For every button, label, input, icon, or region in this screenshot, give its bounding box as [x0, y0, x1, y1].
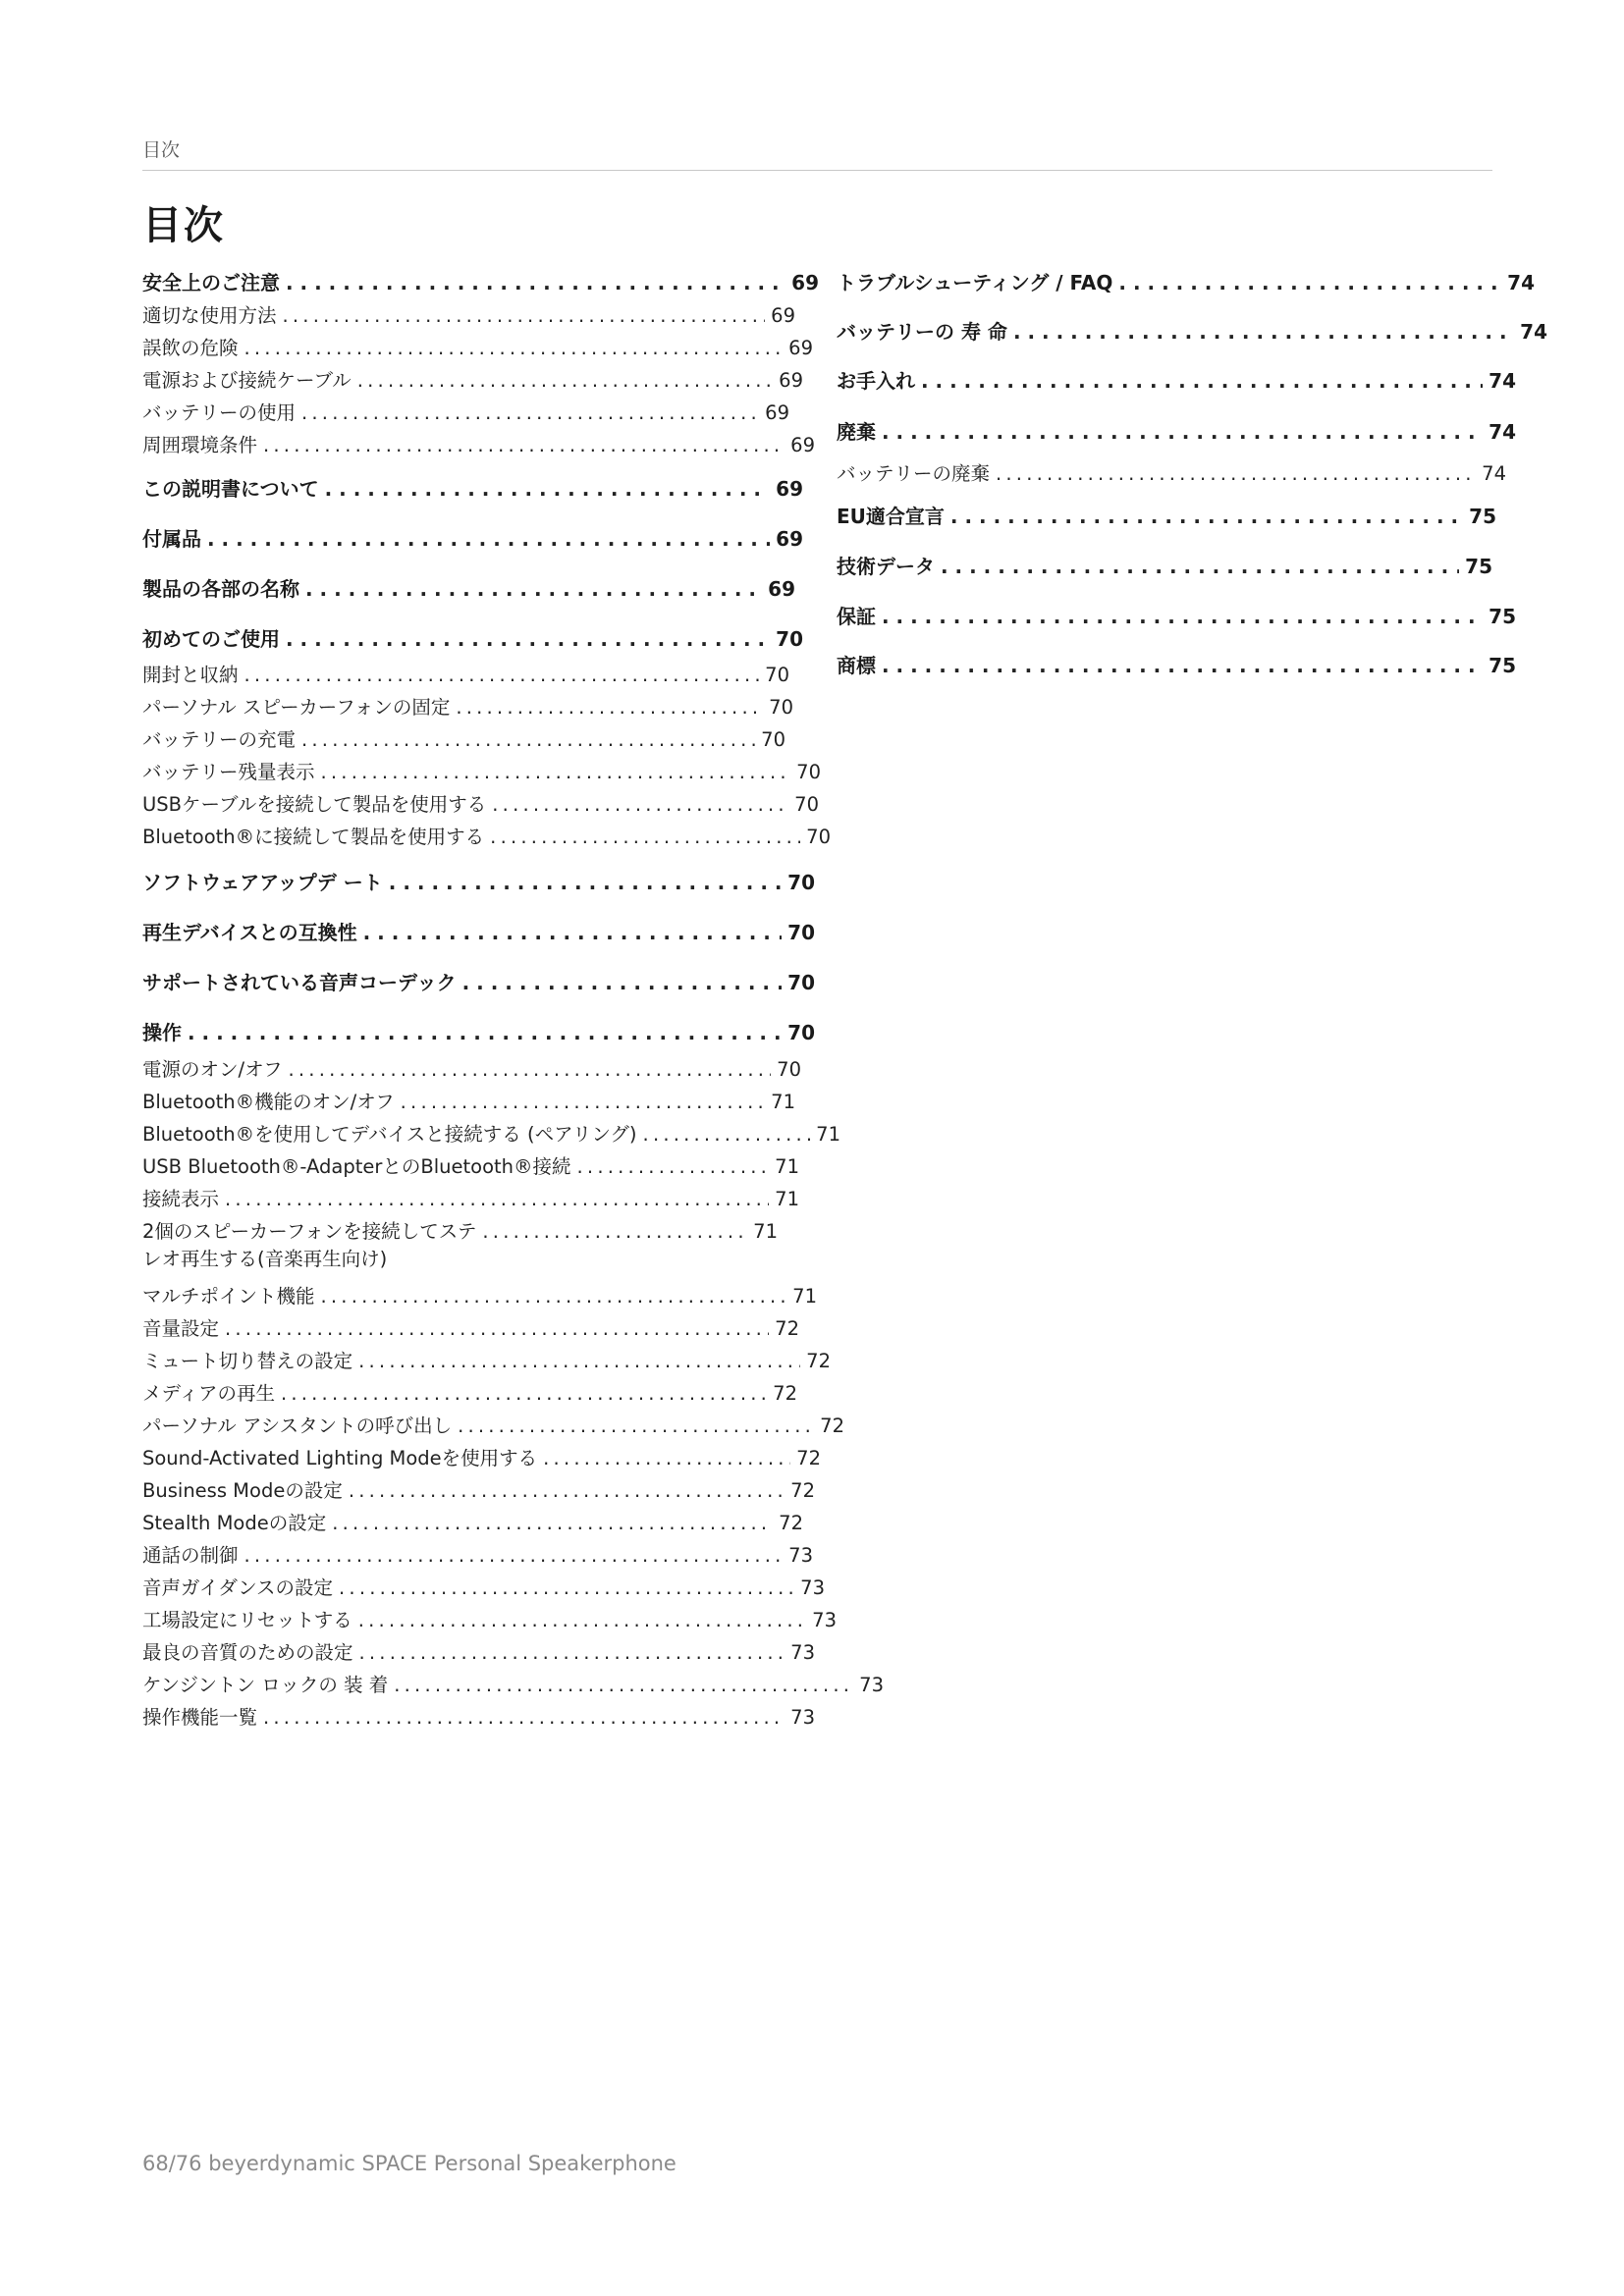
- dot-leader: [188, 1021, 782, 1044]
- dot-leader: [321, 1285, 787, 1308]
- toc-section-entry[interactable]: [837, 267, 1535, 295]
- dot-leader: [389, 871, 782, 894]
- toc-page-number: 70: [765, 664, 789, 686]
- dot-leader: [492, 793, 788, 816]
- toc-subsection-entry[interactable]: [142, 398, 789, 425]
- toc-subsection-entry[interactable]: [142, 300, 795, 328]
- dot-leader: [577, 1155, 770, 1178]
- toc-entry-label: Bluetooth®に接続して製品を使用する: [142, 826, 485, 848]
- page-footer: 68/76 beyerdynamic SPACE Personal Speakerphone: [142, 2152, 677, 2175]
- toc-entry-label: ミュート切り替えの設定: [142, 1350, 353, 1372]
- toc-entry-label: 付属品: [142, 527, 201, 551]
- dot-leader: [225, 1317, 769, 1340]
- dot-leader: [286, 627, 770, 651]
- dot-leader: [358, 1609, 806, 1631]
- toc-page-number: 75: [1489, 654, 1516, 677]
- toc-page-number: 72: [790, 1479, 815, 1502]
- dot-leader: [363, 921, 783, 944]
- toc-entry-label: お手入れ: [837, 369, 915, 393]
- toc-entry-label: バッテリーの充電: [142, 728, 297, 751]
- toc-page-number: 73: [788, 1544, 813, 1567]
- running-head: 目次: [142, 139, 181, 161]
- toc-entry-label: 接続表示: [142, 1188, 220, 1210]
- toc-entry-label: 技術データ: [837, 555, 935, 578]
- toc-entry-label: 適切な使用方法: [142, 304, 277, 327]
- toc-subsection-entry[interactable]: [142, 1151, 799, 1179]
- toc-page-number: 75: [1469, 505, 1496, 528]
- toc-section-entry[interactable]: [142, 867, 815, 895]
- toc-section-entry[interactable]: [142, 573, 795, 602]
- toc-entry-label: ソフトウェアアップデ ート: [142, 871, 383, 894]
- toc-entry-label: この説明書について: [142, 477, 319, 501]
- toc-entry-label: バッテリー残量表示: [142, 761, 315, 783]
- toc-page-number: 70: [806, 826, 831, 848]
- dot-leader: [458, 1415, 814, 1437]
- toc-entry-label: EU適合宣言: [837, 505, 945, 528]
- dot-leader: [359, 1641, 785, 1664]
- toc-subsection-entry[interactable]: [142, 1378, 797, 1406]
- dot-leader: [490, 826, 800, 848]
- toc-entry-label: パーソナル アシスタントの呼び出し: [142, 1415, 453, 1437]
- toc-page-number: 73: [790, 1641, 815, 1664]
- toc-entry-label: 工場設定にリセットする: [142, 1609, 352, 1631]
- dot-leader: [244, 337, 784, 359]
- toc-entry-label: バッテリーの廃棄: [837, 462, 991, 485]
- toc-entry-label: トラブルシューティング / FAQ: [837, 271, 1113, 294]
- toc-section-entry[interactable]: [142, 473, 803, 502]
- toc-page-number: 71: [816, 1123, 840, 1146]
- toc-subsection-entry[interactable]: [142, 1573, 825, 1600]
- toc-section-entry[interactable]: [142, 967, 815, 995]
- toc-page-number: 70: [776, 627, 803, 651]
- toc-subsection-entry[interactable]: [142, 1443, 821, 1470]
- dot-leader: [207, 527, 770, 551]
- toc-entry-label: 商標: [837, 654, 876, 677]
- toc-subsection-entry[interactable]: [142, 692, 793, 720]
- toc-entry-label: Bluetooth®機能のオン/オフ: [142, 1091, 395, 1113]
- toc-page-number: 70: [794, 793, 819, 816]
- toc-entry-label: 再生デバイスとの互換性: [142, 921, 357, 944]
- toc-entry-label: サポートされている音声コーデック: [142, 971, 457, 994]
- toc-section-entry[interactable]: [837, 601, 1516, 629]
- toc-subsection-entry[interactable]: [142, 1184, 799, 1211]
- toc-entry-label: 電源および接続ケーブル: [142, 369, 352, 392]
- dot-leader: [325, 477, 771, 501]
- toc-entry-label: バッテリーの 寿 命: [837, 320, 1007, 344]
- toc-page-number: 69: [788, 337, 813, 359]
- toc-subsection-entry[interactable]: [142, 333, 813, 360]
- toc-entry-label: 初めてのご使用: [142, 627, 280, 651]
- toc-subsection-entry[interactable]: [142, 1637, 815, 1665]
- toc-entry-label-line2: レオ再生する(音楽再生向け): [142, 1248, 388, 1270]
- toc-section-entry[interactable]: [837, 551, 1492, 579]
- dot-leader: [321, 761, 791, 783]
- toc-subsection-entry[interactable]: [142, 430, 815, 457]
- dot-leader: [305, 577, 762, 601]
- toc-page-number: 70: [761, 728, 785, 751]
- toc-subsection-entry[interactable]: [142, 660, 789, 687]
- toc-page-number: 69: [790, 434, 815, 456]
- toc-page-number: 69: [771, 304, 795, 327]
- dot-leader: [950, 505, 1463, 528]
- dot-leader: [401, 1091, 766, 1113]
- toc-section-entry[interactable]: [142, 623, 803, 652]
- toc-entry-label: 通話の制御: [142, 1544, 239, 1567]
- toc-page-number: 70: [769, 696, 793, 719]
- toc-entry-label-line1: 2個のスピーカーフォンを接続してステ: [142, 1220, 477, 1243]
- toc-page-number: 74: [1520, 320, 1547, 344]
- toc-page-number: 69: [776, 527, 803, 551]
- dot-leader: [289, 1058, 772, 1081]
- toc-entry-label: USB Bluetooth®-AdapterとのBluetooth®接続: [142, 1155, 571, 1178]
- dot-leader: [394, 1674, 853, 1696]
- toc-section-entry[interactable]: [837, 501, 1496, 529]
- dot-leader: [882, 605, 1483, 628]
- toc-subsection-entry[interactable]: [142, 1119, 840, 1147]
- toc-entry-label: Business Modeの設定: [142, 1479, 343, 1502]
- toc-section-entry[interactable]: [142, 267, 819, 295]
- toc-subsection-entry[interactable]: [142, 1346, 831, 1373]
- dot-leader: [643, 1123, 811, 1146]
- toc-subsection-entry[interactable]: [142, 789, 819, 817]
- dot-leader: [1013, 320, 1514, 344]
- toc-subsection-entry[interactable]: [142, 1087, 795, 1114]
- dot-leader: [1118, 271, 1501, 294]
- toc-subsection-entry[interactable]: [142, 1313, 799, 1341]
- dot-leader: [225, 1188, 769, 1210]
- toc-subsection-entry[interactable]: [142, 365, 803, 393]
- toc-page-number: 69: [776, 477, 803, 501]
- toc-section-entry[interactable]: [837, 316, 1547, 345]
- toc-entry-label: USBケーブルを接続して製品を使用する: [142, 793, 487, 816]
- toc-page-number: 72: [779, 1512, 803, 1534]
- toc-section-entry[interactable]: [837, 650, 1516, 678]
- toc-subsection-entry[interactable]: [142, 1281, 817, 1308]
- toc-entry-label: パーソナル スピーカーフォンの固定: [142, 696, 451, 719]
- toc-page-number: 73: [800, 1576, 825, 1599]
- toc-entry-label: 開封と収納: [142, 664, 239, 686]
- toc-page-number: 70: [777, 1058, 801, 1081]
- dot-leader: [332, 1512, 773, 1534]
- toc-subsection-entry[interactable]: [142, 1216, 778, 1271]
- toc-page-number: 71: [753, 1220, 778, 1243]
- dot-leader: [456, 696, 763, 719]
- toc-subsection-entry[interactable]: [142, 724, 785, 752]
- toc-entry-label: Bluetooth®を使用してデバイスと接続する (ペアリング): [142, 1123, 637, 1146]
- toc-entry-label: 保証: [837, 605, 876, 628]
- dot-leader: [263, 434, 785, 456]
- toc-entry-label: 音声ガイダンスの設定: [142, 1576, 334, 1599]
- toc-entry-label: バッテリーの使用: [142, 401, 297, 424]
- toc-page-number: 72: [806, 1350, 831, 1372]
- dot-leader: [244, 1544, 784, 1567]
- toc-subsection-entry[interactable]: [142, 1702, 815, 1730]
- toc-entry-label: 製品の各部の名称: [142, 577, 299, 601]
- toc-entry-label: ケンジントン ロックの 装 着: [142, 1674, 389, 1696]
- toc-page-number: 72: [773, 1382, 797, 1405]
- toc-entry-label: [142, 1216, 476, 1271]
- toc-subsection-entry[interactable]: [142, 757, 821, 784]
- toc-subsection-entry[interactable]: [837, 458, 1506, 486]
- toc-entry-label: 音量設定: [142, 1317, 220, 1340]
- toc-page-number: 75: [1465, 555, 1492, 578]
- toc-page-number: 71: [771, 1091, 795, 1113]
- toc-page-number: 69: [765, 401, 789, 424]
- toc-page-number: 74: [1482, 462, 1506, 485]
- toc-page-number: 70: [787, 971, 815, 994]
- dot-leader: [357, 369, 773, 392]
- toc-entry-label: Stealth Modeの設定: [142, 1512, 327, 1534]
- toc-page-number: 70: [787, 921, 815, 944]
- dot-leader: [286, 271, 785, 294]
- toc-page-number: 69: [779, 369, 803, 392]
- toc-entry-label: 安全上のご注意: [142, 271, 280, 294]
- toc-subsection-entry[interactable]: [142, 1605, 837, 1632]
- page-title: 目次: [142, 203, 225, 248]
- dot-leader: [462, 971, 783, 994]
- toc-page-number: 71: [775, 1155, 799, 1178]
- toc-page-number: 74: [1489, 420, 1516, 444]
- toc-page-number: 69: [768, 577, 795, 601]
- toc-section-entry[interactable]: [837, 365, 1516, 394]
- toc-section-entry[interactable]: [142, 523, 803, 552]
- toc-subsection-entry[interactable]: [142, 1540, 813, 1568]
- dot-leader: [921, 369, 1483, 393]
- dot-leader: [244, 664, 760, 686]
- dot-leader: [283, 304, 766, 327]
- toc-page-number: 73: [790, 1706, 815, 1729]
- toc-entry-label: 誤飲の危険: [142, 337, 239, 359]
- toc-subsection-entry[interactable]: [142, 1475, 815, 1503]
- toc-section-entry[interactable]: [142, 917, 815, 945]
- dot-leader: [482, 1220, 747, 1243]
- header-divider: [142, 170, 1492, 171]
- toc-entry-label: メディアの再生: [142, 1382, 275, 1405]
- dot-leader: [301, 401, 759, 424]
- toc-page-number: 75: [1489, 605, 1516, 628]
- toc-subsection-entry[interactable]: [142, 822, 831, 849]
- toc-page-number: 74: [1507, 271, 1535, 294]
- dot-leader: [263, 1706, 785, 1729]
- dot-leader: [281, 1382, 767, 1405]
- toc-subsection-entry[interactable]: [142, 1411, 844, 1438]
- toc-page-number: 71: [775, 1188, 799, 1210]
- dot-leader: [543, 1447, 790, 1469]
- toc-page-number: 69: [791, 271, 819, 294]
- dot-leader: [349, 1479, 785, 1502]
- toc-entry-label: 最良の音質のための設定: [142, 1641, 353, 1664]
- toc-page-number: 71: [792, 1285, 817, 1308]
- toc-page-number: 73: [812, 1609, 837, 1631]
- dot-leader: [882, 654, 1483, 677]
- toc-page-number: 72: [820, 1415, 844, 1437]
- toc-entry-label: 操作機能一覧: [142, 1706, 258, 1729]
- dot-leader: [996, 462, 1476, 485]
- toc-entry-label: Sound-Activated Lighting Modeを使用する: [142, 1447, 538, 1469]
- toc-subsection-entry[interactable]: [142, 1054, 801, 1082]
- dot-leader: [941, 555, 1459, 578]
- toc-page-number: 72: [796, 1447, 821, 1469]
- dot-leader: [301, 728, 755, 751]
- toc-subsection-entry[interactable]: [142, 1670, 884, 1697]
- toc-entry-label: 廃棄: [837, 420, 876, 444]
- toc-page-number: 73: [859, 1674, 884, 1696]
- toc-page-number: 70: [796, 761, 821, 783]
- toc-page-number: 70: [787, 871, 815, 894]
- dot-leader: [339, 1576, 794, 1599]
- dot-leader: [882, 420, 1483, 444]
- toc-entry-label: 操作: [142, 1021, 182, 1044]
- dot-leader: [358, 1350, 800, 1372]
- toc-page-number: 74: [1489, 369, 1516, 393]
- toc-entry-label: 電源のオン/オフ: [142, 1058, 283, 1081]
- toc-section-entry[interactable]: [142, 1017, 815, 1045]
- toc-entry-label: 周囲環境条件: [142, 434, 258, 456]
- toc-entry-label: マルチポイント機能: [142, 1285, 315, 1308]
- toc-page-number: 72: [775, 1317, 799, 1340]
- toc-page-number: 70: [787, 1021, 815, 1044]
- toc-subsection-entry[interactable]: [142, 1508, 803, 1535]
- toc-section-entry[interactable]: [837, 416, 1516, 445]
